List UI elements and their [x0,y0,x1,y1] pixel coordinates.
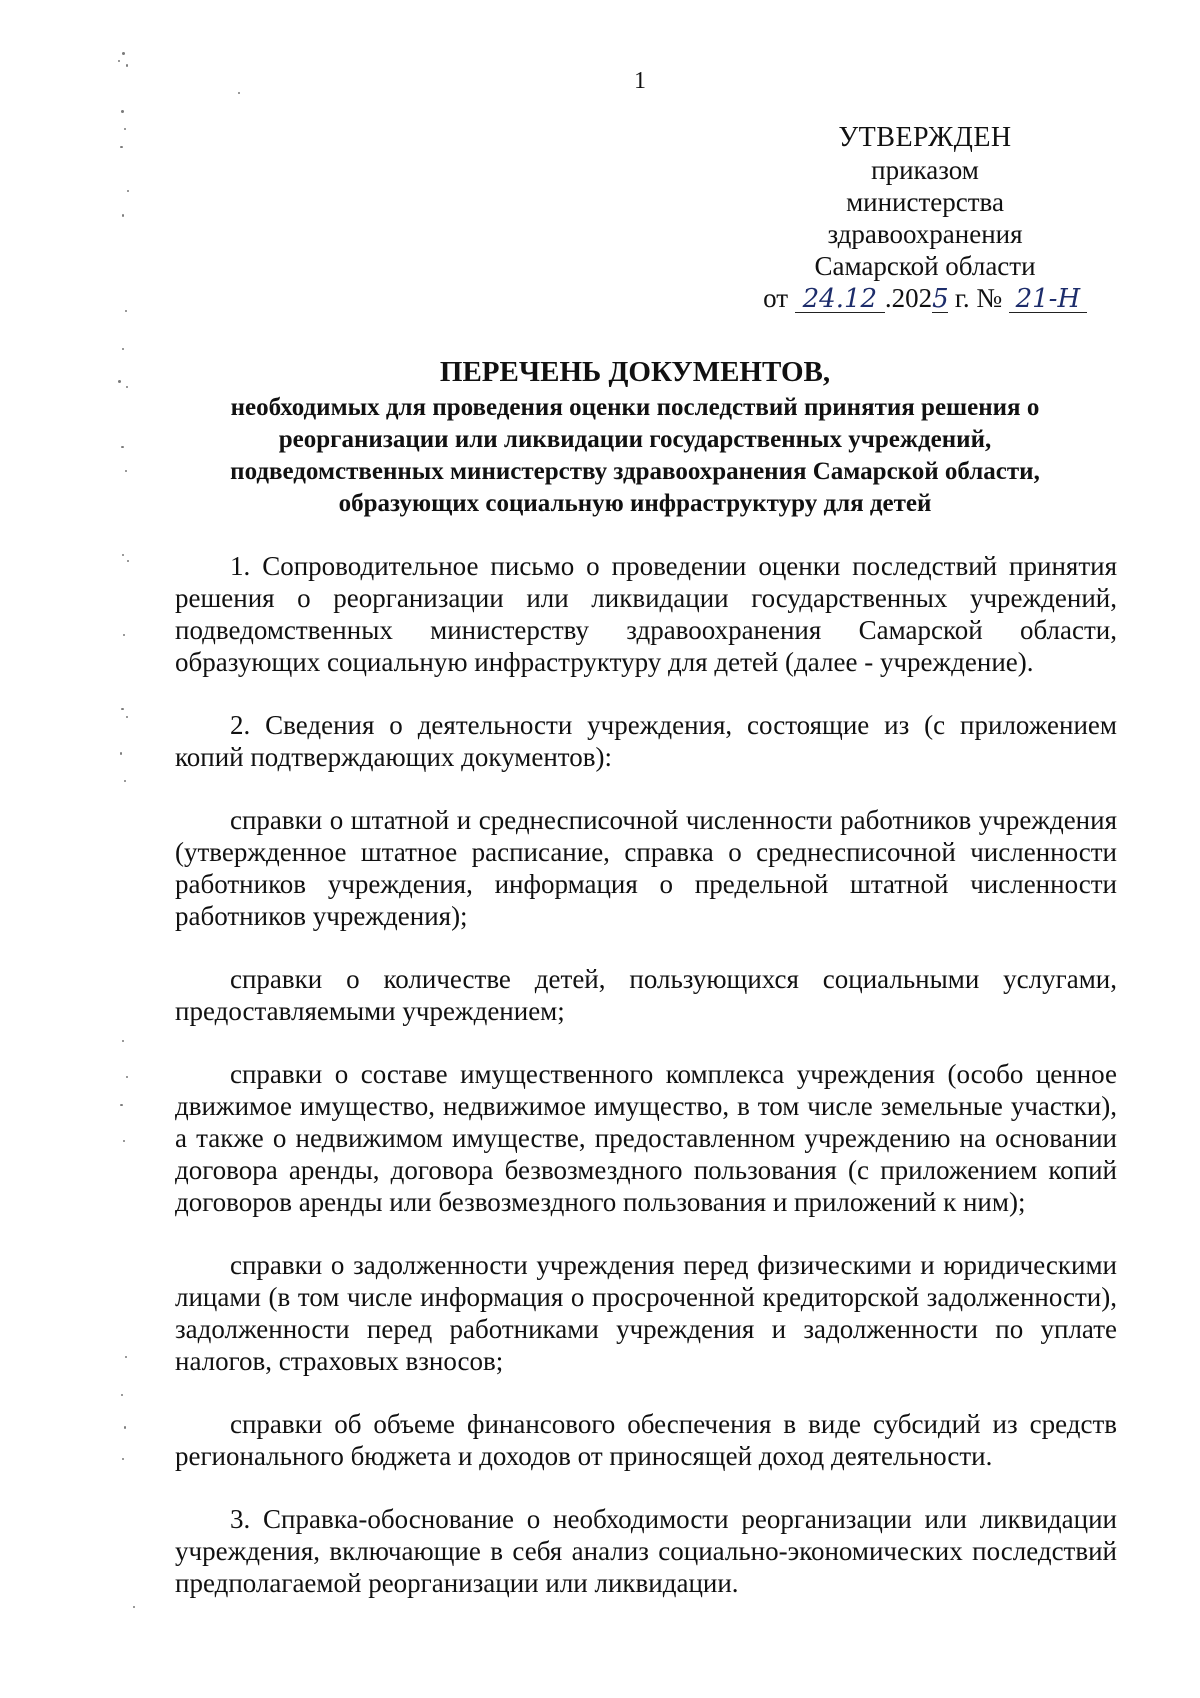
date-prefix: от [763,283,789,313]
document-title [170,352,1100,520]
handwritten-date: 24.12 [795,286,885,313]
paragraph-subitem: справки о задолженности учреждения перед физическими и юридическими лицами (в том числе информация о просроченной кредиторской задолженности), задолженности перед работниками учреждения и задолженности по уплате налогов, страховых взносов; [175,1250,1117,1376]
date-year-prefix: .202 [884,283,933,313]
approval-line: здравоохранения [827,219,1023,249]
title-subline: образующих социальную инфраструктуру для детей [338,490,932,517]
title-main: ПЕРЕЧЕНЬ ДОКУМЕНТОВ, [439,356,831,388]
document-body [175,550,1117,1625]
approval-line: приказом [871,155,979,185]
paragraph-item-3: 3. Справка-обоснование о необходимости реорганизации или ликвидации учреждения, включающие в себя анализ социально-экономических последствий предполагаемой реорганизации или ликвидации. [175,1504,1117,1598]
handwritten-year-digit: 5 [932,284,949,314]
title-subline: реорганизации или ликвидации государственных учреждений, [278,426,992,453]
approval-title: УТВЕРЖДЕН [838,122,1012,153]
paragraph-subitem: справки о составе имущественного комплекса учреждения (особо ценное движимое имущество, недвижимое имущество, в том числе земельные участки), а также о недвижимом имуществе, предоставленном учреждению на основании договора аренды, договора безвозмездного пользования (с приложением копий договоров аренды или безвозмездного пользования и приложений к ним); [175,1059,1117,1217]
paragraph-subitem: справки о штатной и среднесписочной численности работников учреждения (утвержденное штатное расписание, справка о среднесписочной численности работников учреждения, информация о предельной штатной численности работников учреждения); [175,805,1117,931]
title-subline: подведомственных министерству здравоохранения Самарской области, [230,458,1040,485]
paragraph-item-2: 2. Сведения о деятельности учреждения, состоящие из (с приложением копий подтверждающих документов): [175,710,1117,772]
paragraph-item-1: 1. Сопроводительное письмо о проведении оценки последствий принятия решения о реорганизации или ликвидации государственных учреждений, подведомственных министерству здравоохранения Самарской области, образующих социальную инфраструктуру для детей (далее - учреждение). [175,551,1117,677]
approval-line: Самарской области [814,251,1036,281]
handwritten-order-number: 21-Н [1009,286,1087,313]
approval-date-line [760,282,1090,314]
approval-line: министерства [846,187,1004,217]
title-subline: необходимых для проведения оценки последствий принятия решения о [230,394,1040,421]
approval-block [760,122,1090,314]
order-number-label: г. № [954,283,1003,313]
paragraph-subitem: справки об объеме финансового обеспечения в виде субсидий из средств регионального бюджета и доходов от приносящей доход деятельности. [175,1409,1117,1471]
paragraph-subitem: справки о количестве детей, пользующихся социальными услугами, предоставляемыми учреждением; [175,964,1117,1026]
page-number: 1 [634,68,646,94]
